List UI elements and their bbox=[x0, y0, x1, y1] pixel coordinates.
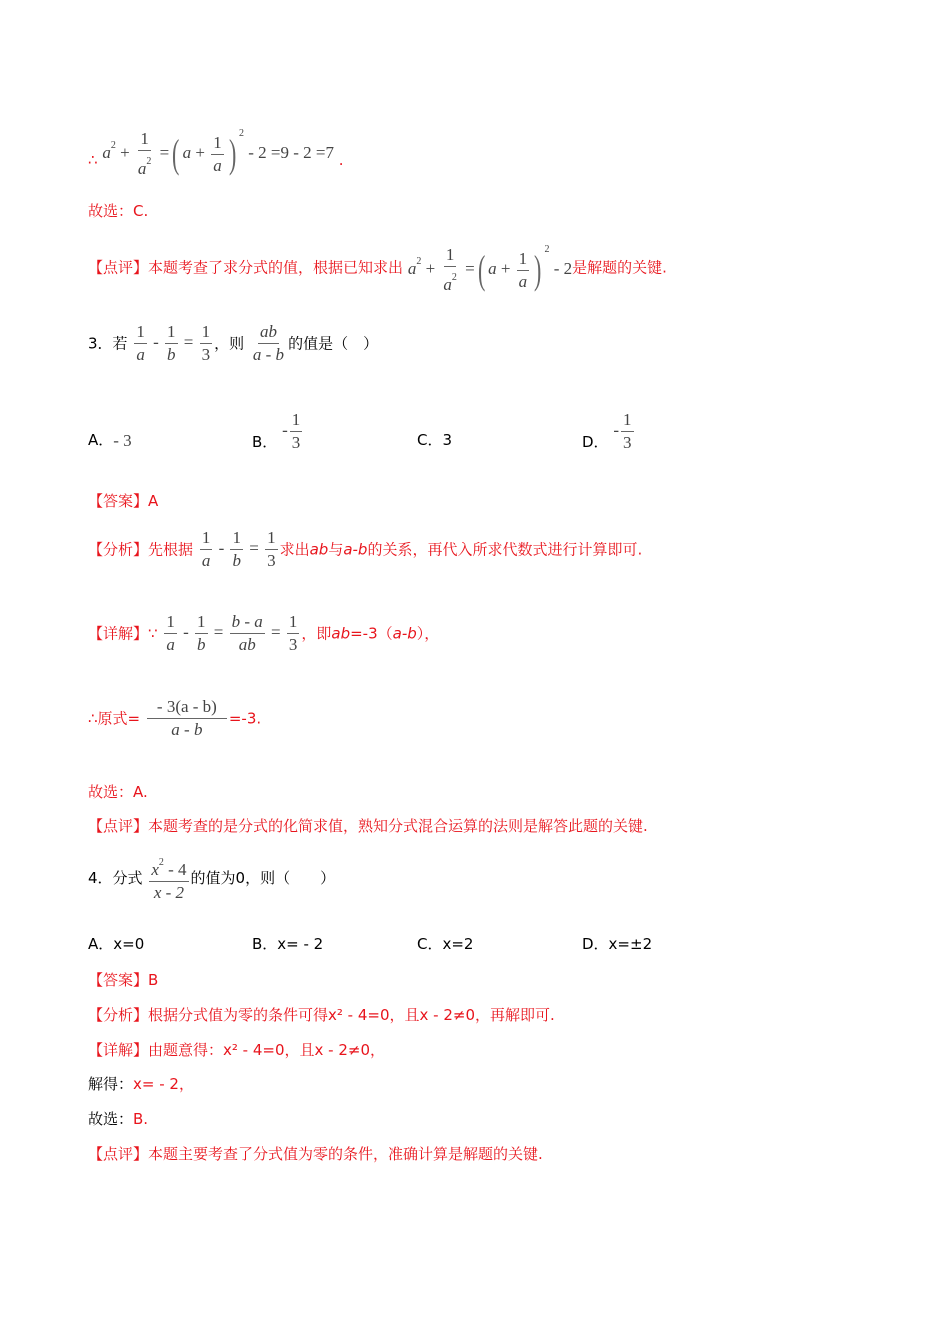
option-b[interactable]: B． - $\frac{1}{3}$ bbox=[252, 410, 301, 452]
fraction: $\frac{1}{a}$ bbox=[213, 132, 222, 175]
detail-line: 【详解】∵ $\frac{1}{a}$ - $\frac{1}{b}$ = $\frac{b - a}{ab}$ = $\frac{1}{3}$ ，即ab=-3（a-b）， bbox=[88, 612, 440, 654]
math-expression: $a^2$ + $\frac{1}{a^2}$ =( a + $\frac{1}{a}$ ) $^2$ - 2 bbox=[407, 244, 573, 295]
solve-line: 解得：x= - 2， bbox=[88, 1075, 194, 1093]
therefore-symbol: ∴ bbox=[88, 150, 98, 169]
question-4: 4．分式 $\frac{x^2 - 4}{x - 2}$ 的值为0，则（ ） bbox=[88, 853, 335, 903]
option-c[interactable]: C．x=2 bbox=[417, 935, 474, 953]
option-a[interactable]: A．x=0 bbox=[88, 935, 145, 953]
math-expression: $\frac{ab}{a - b}$ bbox=[252, 322, 285, 364]
answer-line: 【答案】B bbox=[88, 971, 159, 989]
math-expression: $\frac{1}{a}$ - $\frac{1}{b}$ = $\frac{1}{3}$ bbox=[136, 322, 211, 364]
comment-line-3: 【点评】本题主要考查了分式值为零的条件，准确计算是解题的关键. bbox=[88, 1145, 543, 1163]
math-expression: $\frac{1}{a}$ - $\frac{1}{b}$ = $\frac{1}{3}$ bbox=[201, 528, 276, 570]
option-b[interactable]: B．x= - 2 bbox=[252, 935, 324, 953]
choice-b-line: 故选：B. bbox=[88, 1110, 149, 1128]
math-expression: $\frac{x^2 - 4}{x - 2}$ bbox=[147, 853, 190, 903]
option-d[interactable]: D． - $\frac{1}{3}$ bbox=[582, 410, 632, 452]
option-d[interactable]: D．x=±2 bbox=[582, 935, 653, 953]
comment-line-2: 【点评】本题考查的是分式的化简求值，熟知分式混合运算的法则是解答此题的关键. bbox=[88, 817, 648, 835]
math-expression: $\frac{1}{a}$ - $\frac{1}{b}$ = $\frac{b - a}{ab}$ = $\frac{1}{3}$ bbox=[166, 612, 298, 654]
option-c[interactable]: C．3 bbox=[417, 431, 453, 449]
choice-c-line: 故选：C. bbox=[88, 202, 149, 220]
fraction: $\frac{1}{a^2}$ bbox=[137, 129, 152, 179]
math-expression: $a^2$ + $\frac{1}{a^2}$ =( a + $\frac{1}{a}$ ) $^2$ - 2 =9 - 2 =7 bbox=[102, 128, 335, 179]
comment-line-1: 【点评】本题考查了求分式的值，根据已知求出 $a^2$ + $\frac{1}{a^2}$ =( a + $\frac{1}{a}$ ) $^2$ - 2是解题的关键. bbox=[88, 240, 667, 295]
result-line: ∴原式= $\frac{- 3(a - b)}{a - b}$ =-3. bbox=[88, 697, 262, 739]
analysis-line: 【分析】先根据 $\frac{1}{a}$ - $\frac{1}{b}$ = $\frac{1}{3}$ 求出ab与a-b的关系，再代入所求代数式进行计算即可. bbox=[88, 528, 643, 570]
option-a[interactable]: A．- 3 bbox=[88, 430, 132, 450]
question-3: 3．若 $\frac{1}{a}$ - $\frac{1}{b}$ = $\frac{1}{3}$ ，则 $\frac{ab}{a - b}$ 的值是（ ） bbox=[88, 322, 379, 364]
answer-line: 【答案】A bbox=[88, 492, 159, 510]
choice-a-line: 故选：A. bbox=[88, 783, 148, 801]
detail-line: 【详解】由题意得：x² - 4=0，且x - 2≠0， bbox=[88, 1041, 385, 1059]
equation-line-1: ∴ $a^2$ + $\frac{1}{a^2}$ =( a + $\frac{1}{a}$ ) $^2$ - 2 =9 - 2 =7 . bbox=[88, 124, 344, 179]
math-expression: $\frac{- 3(a - b)}{a - b}$ bbox=[145, 697, 229, 740]
analysis-line: 【分析】根据分式值为零的条件可得x² - 4=0，且x - 2≠0，再解即可. bbox=[88, 1006, 555, 1024]
